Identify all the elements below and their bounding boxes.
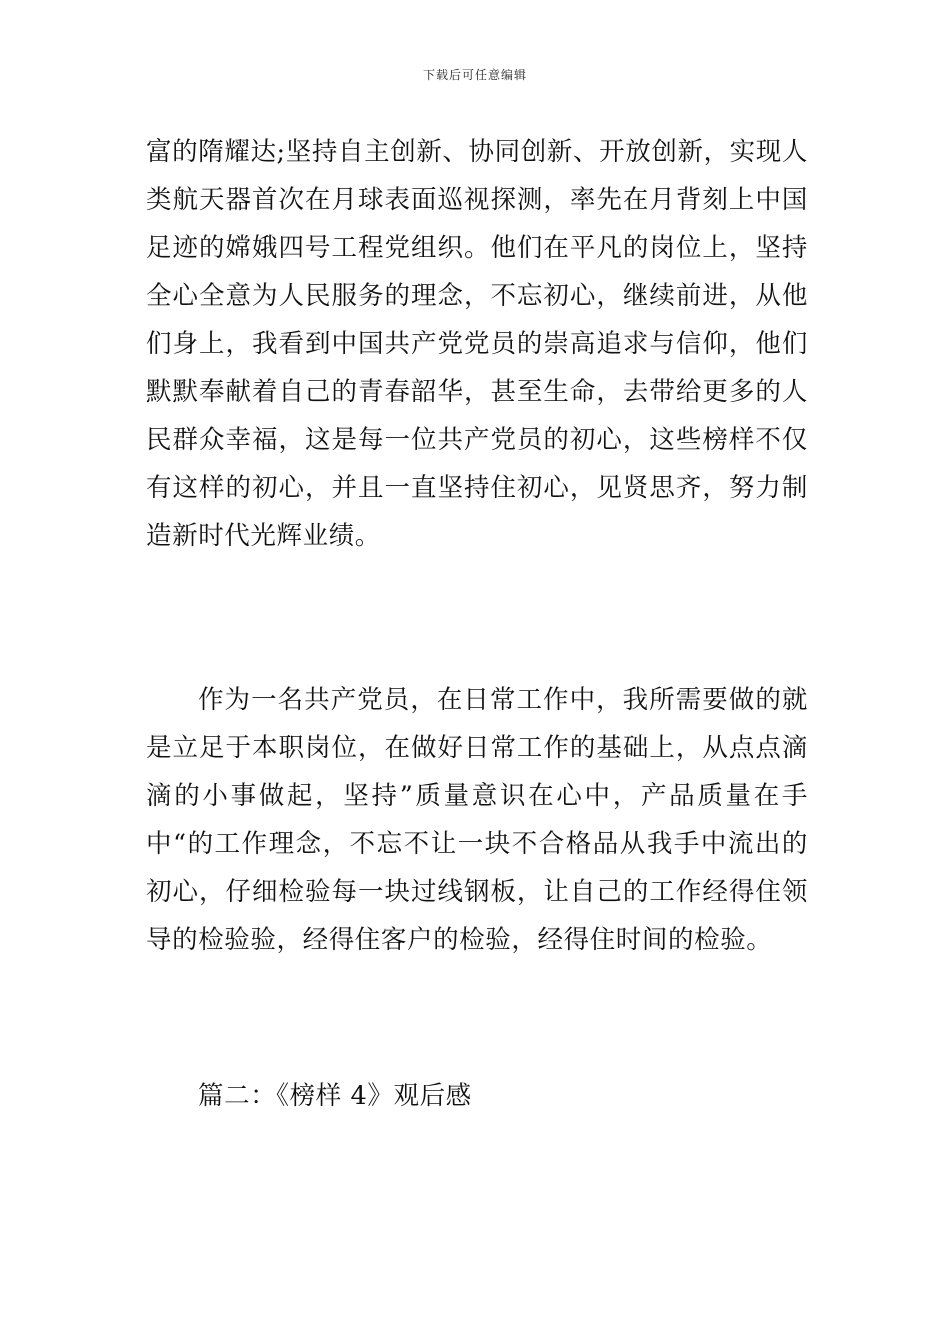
body-paragraph: 富的隋耀达;坚持自主创新、协同创新、开放创新，实现人类航天器首次在月球表面巡视探测，率先在月背刻上中国足迹的嫦娥四号工程党组织。他们在平凡的岗位上，坚持全心全意为人民服务的理念，不忘初心，继续前进，从他们身上，我看到中国共产党党员的崇高追求与信仰，他们默默奉献着自己的青春韶华，甚至生命，去带给更多的人民群众幸福，这是每一位共产党员的初心，这些榜样不仅有这样的初心，并且一直坚持住初心，见贤思齐，努力制造新时代光辉业绩。	[146, 137, 808, 551]
body-paragraph: 作为一名共产党员，在日常工作中，我所需要做的就是立足于本职岗位，在做好日常工作的基础上，从点点滴滴的小事做起，坚持”质量意识在心中，产品质量在手中“的工作理念，不忘不让一块不合格品从我手中流出的初心，仔细检验每一块过线钢板，让自己的工作经得住领导的检验验，经得住客户的检验，经得住时间的检验。	[146, 685, 808, 955]
section-heading: 篇二：《榜样 4》观后感	[198, 1081, 472, 1111]
page-header-note: 下载后可任意编辑	[422, 68, 527, 82]
